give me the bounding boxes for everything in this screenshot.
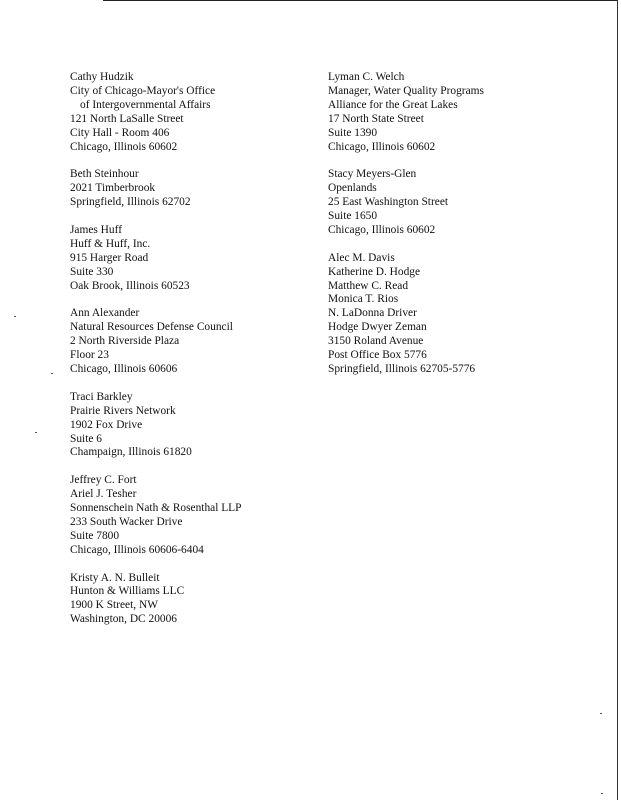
addressee-name: Traci Barkley: [70, 390, 133, 403]
address-line: Oak Brook, Illinois 60523: [70, 279, 190, 292]
address-line: Chicago, Illinois 60602: [328, 140, 436, 153]
address-line: Chicago, Illinois 60602: [70, 140, 178, 153]
address-block: [328, 168, 588, 238]
addressee-name: Jeffrey C. Fort: [70, 474, 137, 487]
scan-speck: [35, 432, 37, 433]
address-line: Huff & Huff, Inc.: [70, 237, 151, 250]
address-line: Hunton & Williams LLC: [70, 585, 185, 598]
address-block: [328, 252, 588, 377]
page-right-edge-line: [617, 0, 618, 800]
address-block: [70, 307, 310, 377]
address-line: Prairie Rivers Network: [70, 404, 176, 417]
addressee-name: James Huff: [70, 223, 122, 236]
address-line: Openlands: [328, 182, 377, 195]
page-top-edge-line: [103, 0, 617, 1]
address-line: Hodge Dwyer Zeman: [328, 321, 427, 334]
address-line: Katherine D. Hodge: [328, 265, 421, 278]
address-line: Sonnenschein Nath & Rosenthal LLP: [70, 502, 242, 515]
service-list-right-column: [328, 71, 588, 391]
address-line: City Hall - Room 406: [70, 126, 170, 139]
scan-speck: [601, 793, 603, 794]
scan-speck: [600, 713, 602, 714]
scan-speck: [51, 373, 53, 374]
service-list-left-column: [70, 71, 310, 641]
address-line: Washington, DC 20006: [70, 613, 177, 626]
address-line: Suite 1650: [328, 210, 378, 223]
address-line: Monica T. Rios: [328, 293, 399, 306]
address-line: N. LaDonna Driver: [328, 307, 417, 320]
addressee-name: Ann Alexander: [70, 307, 140, 320]
addressee-name: Alec M. Davis: [328, 251, 395, 264]
address-line: Manager, Water Quality Programs: [328, 84, 484, 97]
address-block: [328, 71, 588, 154]
address-line: 25 East Washington Street: [328, 196, 449, 209]
addressee-name: Cathy Hudzik: [70, 71, 134, 83]
address-line: Chicago, Illinois 60606-6404: [70, 543, 204, 556]
address-block: [70, 168, 310, 210]
address-line: 915 Harger Road: [70, 251, 149, 264]
address-line: 121 North LaSalle Street: [70, 112, 184, 125]
addressee-name: Beth Steinhour: [70, 168, 139, 181]
address-block: [70, 572, 310, 628]
address-line: Suite 1390: [328, 126, 378, 139]
address-line: Suite 330: [70, 265, 114, 278]
address-block: [70, 474, 310, 557]
address-line: City of Chicago-Mayor's Office: [70, 84, 216, 97]
address-line: Chicago, Illinois 60606: [70, 362, 178, 375]
scan-speck: [14, 316, 16, 317]
addressee-name: Lyman C. Welch: [328, 71, 405, 83]
address-line: 2 North Riverside Plaza: [70, 335, 180, 348]
addressee-name: Stacy Meyers-Glen: [328, 168, 417, 181]
address-block: [70, 224, 310, 294]
address-block: [70, 71, 310, 154]
address-line: Alliance for the Great Lakes: [328, 98, 458, 111]
address-line: of Intergovernmental Affairs: [80, 98, 211, 111]
address-line: Chicago, Illinois 60602: [328, 223, 436, 236]
address-line: Champaign, Illinois 61820: [70, 446, 192, 459]
address-line: Post Office Box 5776: [328, 349, 427, 362]
address-block: [70, 391, 310, 461]
address-line: Matthew C. Read: [328, 279, 409, 292]
address-line: 233 South Wacker Drive: [70, 515, 183, 528]
address-line: Springfield, Illinois 62705-5776: [328, 363, 476, 375]
address-line: Suite 6: [70, 432, 102, 445]
address-line: 1900 K Street, NW: [70, 599, 158, 612]
address-line: 3150 Roland Avenue: [328, 335, 424, 348]
address-line: 1902 Fox Drive: [70, 418, 143, 431]
address-line: Natural Resources Defense Council: [70, 321, 233, 334]
address-line: 17 North State Street: [328, 112, 424, 125]
address-line: Springfield, Illinois 62702: [70, 196, 191, 209]
address-line: 2021 Timberbrook: [70, 182, 156, 195]
address-line: Suite 7800: [70, 529, 120, 542]
addressee-name: Kristy A. N. Bulleit: [70, 571, 160, 584]
address-line: Floor 23: [70, 349, 109, 362]
address-line: Ariel J. Tesher: [70, 488, 137, 501]
